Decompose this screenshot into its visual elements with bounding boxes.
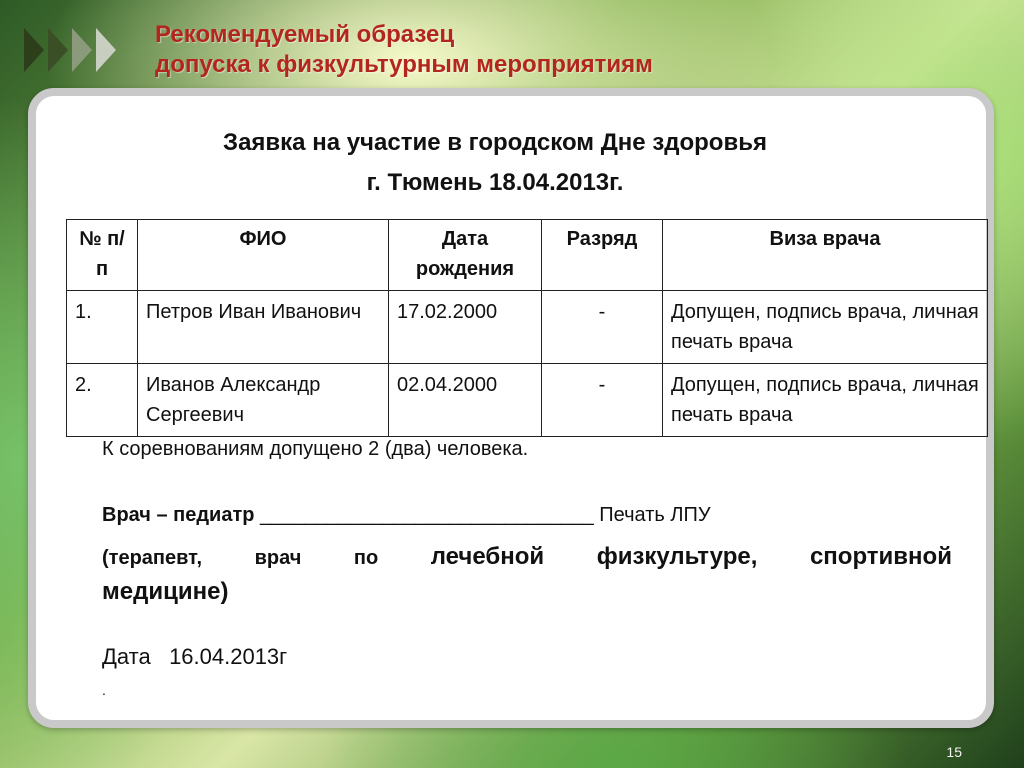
- doctor-label: Врач – педиатр: [102, 504, 255, 526]
- trailing-dot: .: [102, 682, 106, 698]
- date-line: [102, 644, 287, 670]
- slide-number: 15: [946, 744, 962, 760]
- header-name: ФИО: [138, 220, 389, 291]
- slide-title-line2: допуска к физкультурным мероприятиям: [155, 51, 653, 78]
- date-label: Дата: [102, 644, 151, 669]
- specialty-word: (терапевт,: [102, 547, 202, 569]
- specialty-line1: [102, 540, 952, 575]
- doctor-signature-line: [102, 504, 711, 527]
- specialty-word: врач: [254, 547, 302, 569]
- header-birth-date: Дата рождения: [389, 220, 542, 291]
- cell-name: Петров Иван Иванович: [138, 291, 389, 364]
- signature-blank: ______________________________: [260, 504, 594, 526]
- cell-number: 2.: [67, 364, 138, 437]
- table-row: [67, 364, 988, 437]
- slide-title: [155, 20, 653, 80]
- cell-number: 1.: [67, 291, 138, 364]
- arrow-icon: [48, 28, 68, 72]
- cell-birth-date: 02.04.2000: [389, 364, 542, 437]
- specialty-line2: медицине): [102, 578, 229, 605]
- specialty-word: физкультуре,: [596, 543, 758, 570]
- cell-rank: -: [542, 291, 663, 364]
- arrow-icon: [72, 28, 92, 72]
- arrow-decoration: [24, 28, 116, 72]
- cell-rank: -: [542, 364, 663, 437]
- cell-doctor-visa: Допущен, подпись врача, личная печать врача: [663, 364, 988, 437]
- document-title: Заявка на участие в городском Дне здоровья: [223, 129, 767, 156]
- table-row: [67, 291, 988, 364]
- arrow-icon: [24, 28, 44, 72]
- arrow-icon: [96, 28, 116, 72]
- specialty-word: по: [353, 547, 379, 569]
- cell-birth-date: 17.02.2000: [389, 291, 542, 364]
- document-subtitle: г. Тюмень 18.04.2013г.: [366, 169, 624, 196]
- header-number: № п/п: [67, 220, 138, 291]
- header-doctor-visa: Виза врача: [663, 220, 988, 291]
- header-rank: Разряд: [542, 220, 663, 291]
- table-header-row: [67, 220, 988, 291]
- stamp-label: Печать ЛПУ: [599, 504, 711, 526]
- specialty-word: спортивной: [809, 543, 952, 570]
- admitted-note: К соревнованиям допущено 2 (два) человека.: [102, 438, 529, 460]
- slide-title-line1: Рекомендуемый образец: [155, 21, 455, 48]
- doctor-specialty: [102, 540, 952, 609]
- document-panel: [28, 88, 994, 728]
- date-value: 16.04.2013г: [169, 644, 288, 669]
- specialty-word: лечебной: [430, 543, 545, 570]
- cell-name: Иванов Александр Сергеевич: [138, 364, 389, 437]
- participants-table: [66, 219, 988, 437]
- cell-doctor-visa: Допущен, подпись врача, личная печать врача: [663, 291, 988, 364]
